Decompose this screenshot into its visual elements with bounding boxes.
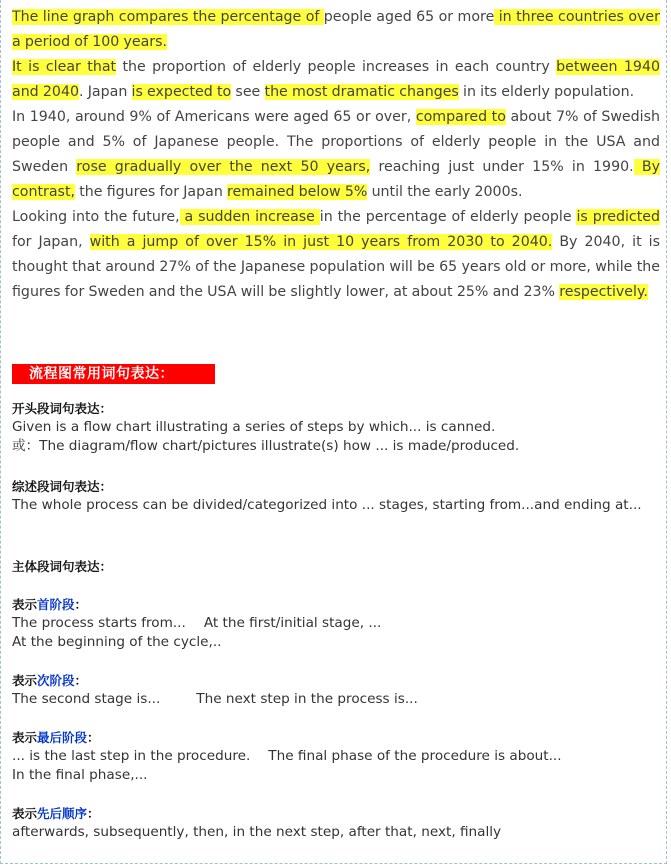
- highlight: rose gradually over the next 50 years,: [76, 159, 371, 175]
- phrase: At the first/initial stage, ...: [203, 615, 382, 631]
- highlight: The line graph compares the percentage of: [12, 9, 324, 25]
- heading-keyword: 首阶段: [37, 597, 75, 612]
- essay-text: [12, 5, 660, 305]
- highlight: a sudden increase: [179, 209, 320, 225]
- section-banner: 流程图常用词句表达：: [12, 364, 215, 384]
- highlight: remained below 5%: [227, 184, 368, 200]
- section-heading: 综述段词句表达：: [12, 479, 113, 494]
- phrase-line: In the final phase,...: [12, 767, 148, 783]
- heading-prefix: 表示: [12, 730, 38, 745]
- essay-paragraph-2: [12, 55, 660, 105]
- phrase-line: At the beginning of the cycle,..: [12, 634, 222, 650]
- text: Looking into the future,: [12, 209, 180, 225]
- text: reaching just under 15% in 1990.: [370, 159, 634, 175]
- text: see: [231, 84, 265, 100]
- essay-paragraph-1: [12, 5, 660, 55]
- sequence-section: [12, 804, 662, 842]
- heading-suffix: ：: [74, 673, 88, 688]
- text: the proportion of elderly people increases in each country: [116, 59, 557, 75]
- heading-suffix: ：: [87, 806, 100, 821]
- text: for Japan,: [12, 234, 90, 250]
- heading-keyword: 次阶段: [37, 673, 75, 688]
- heading-prefix: 表示: [12, 806, 38, 821]
- text: . Japan: [79, 84, 132, 100]
- heading-suffix: ：: [74, 597, 88, 612]
- highlight: between 1940 and 2040: [12, 59, 660, 100]
- essay-paragraph-4: [12, 205, 660, 305]
- section-heading: [12, 671, 662, 690]
- highlight: respectively.: [559, 284, 648, 300]
- highlight: with a jump of over 15% in just 10 years from 2030 to 2040.: [89, 234, 553, 250]
- phrase: The next step in the process is...: [196, 691, 418, 707]
- text: about 7% of Swedish people and 5% of Japanese people. The proportions of elderly people in the USA and Sweden: [12, 109, 660, 175]
- phrase-line: afterwards, subsequently, then, in the next step, after that, next, finally: [12, 824, 502, 840]
- body-section: [12, 557, 662, 576]
- overview-section: [12, 477, 662, 515]
- phrase-line: Given is a flow chart illustrating a series of steps by which... is canned.: [12, 419, 496, 435]
- highlight: is predicted: [576, 209, 661, 225]
- section-heading: 开头段词句表达：: [12, 401, 113, 416]
- first-stage-section: [12, 595, 662, 652]
- text: in its elderly population.: [458, 84, 635, 100]
- text: the figures for Japan: [75, 184, 228, 200]
- essay-paragraph-3: [12, 105, 660, 205]
- phrase-line: [12, 747, 662, 766]
- heading-prefix: 表示: [12, 673, 38, 688]
- text: people aged 65 or more: [323, 9, 495, 25]
- phrase-line: 或：The diagram/flow chart/pictures illustrate(s) how ... is made/produced.: [12, 438, 520, 454]
- text: By 2040, it is thought that around 27% of the Japanese population will be 65 years old or more, while the figures for Sweden and the USA will be slightly lower, at about 25% and 23%: [12, 234, 660, 300]
- highlight: is expected to: [131, 84, 232, 100]
- phrase-line: [12, 614, 662, 633]
- highlight: It is clear that: [12, 59, 117, 75]
- final-stage-section: [12, 728, 662, 785]
- phrase: ... is the last step in the procedure.: [12, 748, 251, 764]
- heading-suffix: ：: [87, 730, 100, 745]
- text: until the early 2000s.: [367, 184, 523, 200]
- phrase-line: [12, 690, 662, 709]
- section-heading: [12, 804, 662, 823]
- highlight: By contrast,: [12, 159, 660, 200]
- text: In 1940, around 9% of Americans were aged 65 or over,: [12, 109, 416, 125]
- heading-prefix: 表示: [12, 597, 38, 612]
- section-heading: 主体段词句表达：: [12, 559, 113, 574]
- section-heading: [12, 728, 662, 747]
- phrase: The final phase of the procedure is about...: [268, 748, 562, 764]
- highlight: in three countries over a period of 100 years.: [12, 9, 660, 50]
- text: in the percentage of elderly people: [319, 209, 577, 225]
- highlight: the most dramatic changes: [264, 84, 459, 100]
- opening-section: [12, 399, 662, 456]
- heading-keyword: 先后顺序: [37, 806, 88, 821]
- heading-keyword: 最后阶段: [37, 730, 88, 745]
- phrase: The second stage is...: [12, 691, 161, 707]
- section-heading: [12, 595, 662, 614]
- second-stage-section: [12, 671, 662, 709]
- highlight: compared to: [415, 109, 506, 125]
- phrase: The process starts from...: [12, 615, 186, 631]
- phrase-line: The whole process can be divided/categorized into ... stages, starting from...and ending at...: [12, 497, 642, 513]
